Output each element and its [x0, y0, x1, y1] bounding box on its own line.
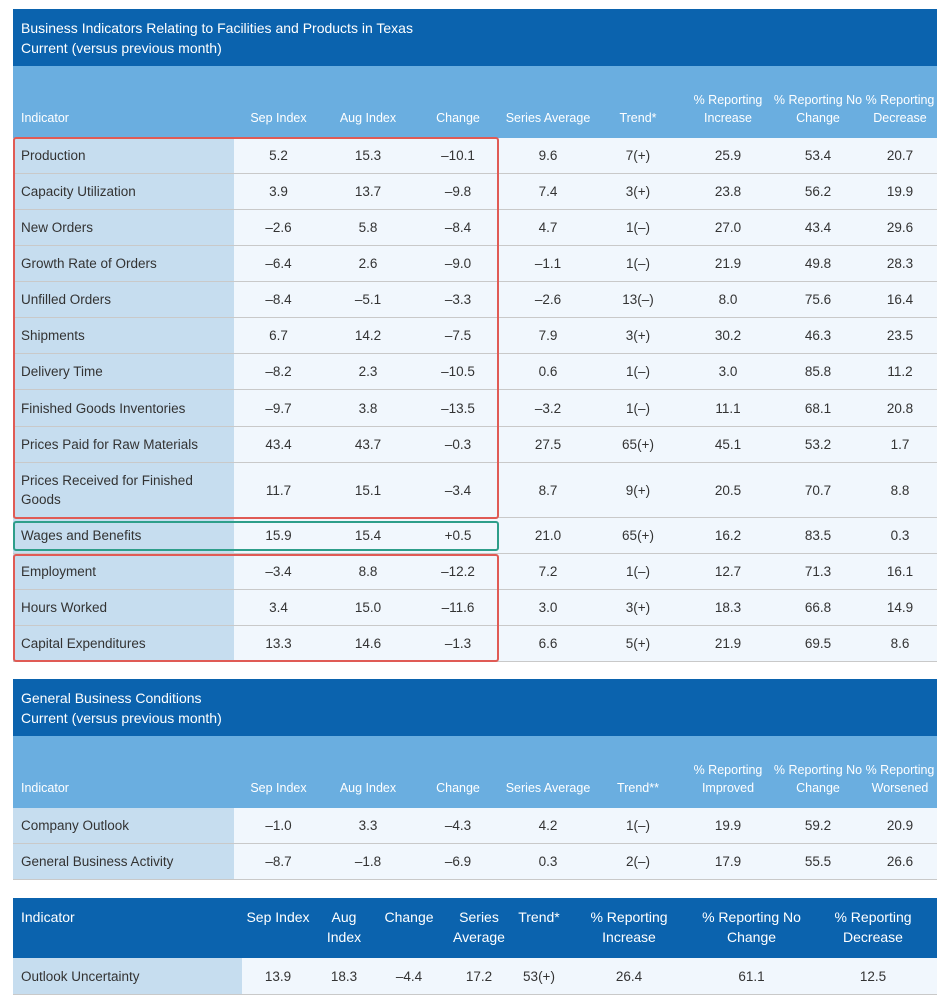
row-value: 3.9 — [269, 184, 288, 199]
row-value: 53(+) — [523, 968, 555, 984]
row-value: –3.4 — [444, 482, 472, 498]
row-value: 14.2 — [354, 328, 382, 343]
row-label: Prices Received for Finished Goods — [13, 463, 234, 517]
table-title: Business Indicators Relating to Facilities and Products in Texas — [21, 20, 413, 36]
row-value: –3.4 — [265, 564, 292, 579]
row-value: 20.9 — [886, 818, 914, 833]
row-value: +0.5 — [444, 528, 472, 543]
row-value: 2.3 — [358, 364, 378, 379]
row-value: 12.5 — [859, 968, 887, 984]
row-value: 16.4 — [886, 292, 914, 307]
row-value: 1(–) — [625, 220, 650, 235]
row-label: Prices Paid for Raw Materials — [13, 427, 234, 462]
row-value: 20.5 — [714, 482, 742, 498]
row-value: 45.1 — [714, 437, 742, 452]
row-value: 23.5 — [886, 328, 914, 343]
row-value: –6.4 — [265, 256, 292, 271]
row-value: 7(+) — [625, 148, 651, 163]
table-row-finished-goods-inventories — [13, 390, 937, 427]
row-label: Wages and Benefits — [13, 518, 234, 553]
row-value: 66.8 — [804, 600, 832, 615]
row-label: Finished Goods Inventories — [13, 390, 234, 426]
general-business-conditions-table — [13, 679, 937, 880]
row-value: 85.8 — [804, 364, 832, 379]
row-label: Company Outlook — [13, 808, 234, 843]
row-label: Shipments — [13, 318, 234, 353]
row-value: 18.3 — [330, 968, 358, 984]
row-value: –13.5 — [441, 400, 475, 416]
row-value: 4.7 — [538, 220, 558, 235]
row-value: 1.7 — [890, 437, 910, 452]
row-label: Delivery Time — [13, 354, 234, 389]
header-pct-increase: % Reporting Increase — [590, 909, 668, 945]
row-label: Outlook Uncertainty — [13, 958, 242, 994]
row-value: 5.8 — [358, 220, 378, 235]
row-value: 11.7 — [265, 482, 292, 498]
row-value: 53.4 — [804, 148, 832, 163]
row-value: –1.3 — [444, 636, 472, 651]
table-row-production — [13, 138, 937, 174]
facilities-products-table — [13, 9, 937, 662]
row-value: 27.5 — [534, 437, 562, 452]
header-change: Change — [436, 781, 480, 795]
row-value: 1(–) — [625, 564, 650, 579]
header-sep-index: Sep Index — [250, 111, 307, 125]
row-value: 55.5 — [804, 854, 832, 869]
row-value: 8.8 — [890, 482, 910, 498]
row-value: –8.4 — [265, 292, 292, 307]
row-value: 71.3 — [804, 564, 832, 579]
table-row-employment — [13, 554, 937, 590]
row-value: 1(–) — [625, 364, 650, 379]
row-label: Capacity Utilization — [13, 174, 234, 209]
row-value: 3.4 — [269, 600, 288, 615]
row-value: –3.2 — [534, 400, 562, 416]
row-value: 18.3 — [714, 600, 742, 615]
table-row-outlook-uncertainty — [13, 958, 937, 995]
row-value: –10.1 — [441, 148, 475, 163]
row-value: 3.0 — [718, 364, 738, 379]
row-value: –1.0 — [265, 818, 292, 833]
row-value: –11.6 — [441, 600, 475, 615]
row-value: 7.9 — [538, 328, 558, 343]
row-label: Capital Expenditures — [13, 626, 234, 661]
row-value: 13(–) — [622, 292, 654, 307]
header-pct-increase: % Reporting Increase — [693, 93, 763, 125]
row-value: 8.0 — [718, 292, 738, 307]
table-row-capacity-utilization — [13, 174, 937, 210]
row-value: 83.5 — [804, 528, 832, 543]
table-body — [13, 958, 937, 995]
row-value: 6.6 — [538, 636, 558, 651]
row-value: –1.1 — [534, 256, 562, 271]
outlook-uncertainty-table — [13, 898, 937, 995]
table-row-capital-expenditures — [13, 626, 937, 662]
row-value: 43.4 — [804, 220, 832, 235]
row-label: Employment — [13, 554, 234, 589]
header-sep-index: Sep Index — [246, 909, 310, 925]
row-value: 14.6 — [354, 636, 382, 651]
row-value: –3.3 — [444, 292, 472, 307]
row-value: –9.7 — [265, 400, 292, 416]
table-row-general-business-activity — [13, 844, 937, 880]
header-aug-index: Aug Index — [339, 781, 397, 795]
row-value: 15.1 — [354, 482, 382, 498]
row-label: New Orders — [13, 210, 234, 245]
row-value: 6.7 — [269, 328, 288, 343]
row-value: –9.8 — [444, 184, 472, 199]
header-change: Change — [384, 909, 434, 925]
header-indicator: Indicator — [21, 781, 69, 795]
table-row-shipments — [13, 318, 937, 354]
table-title-bar — [13, 679, 937, 736]
header-pct-no-change: % Reporting No Change — [773, 93, 863, 125]
row-value: –2.6 — [265, 220, 292, 235]
row-value: 69.5 — [804, 636, 832, 651]
row-value: 1(–) — [625, 256, 650, 271]
row-value: 21.9 — [714, 256, 742, 271]
row-value: 15.0 — [354, 600, 382, 615]
table-subtitle: Current (versus previous month) — [21, 710, 222, 726]
row-label: Production — [13, 138, 234, 173]
row-value: 20.7 — [886, 148, 914, 163]
row-value: 65(+) — [622, 528, 654, 543]
row-value: –8.7 — [265, 854, 292, 869]
header-change: Change — [436, 111, 480, 125]
header-pct-decrease: % Reporting Decrease — [865, 93, 935, 125]
row-value: 3.8 — [358, 400, 378, 416]
header-pct-improved: % Reporting Improved — [693, 763, 763, 795]
row-value: 14.9 — [886, 600, 914, 615]
table-title: General Business Conditions — [21, 690, 202, 706]
row-value: –1.8 — [354, 854, 382, 869]
row-value: 0.3 — [538, 854, 558, 869]
table-row-delivery-time — [13, 354, 937, 390]
header-trend: Trend* — [619, 111, 657, 125]
table-row-company-outlook — [13, 808, 937, 844]
table-row-wages-and-benefits — [13, 518, 937, 554]
row-value: 17.2 — [465, 968, 493, 984]
row-value: –2.6 — [534, 292, 562, 307]
header-pct-no-change: % Reporting No Change — [773, 763, 863, 795]
row-value: 9.6 — [538, 148, 558, 163]
row-value: –7.5 — [444, 328, 472, 343]
row-value: 23.8 — [714, 184, 742, 199]
row-value: 16.2 — [714, 528, 742, 543]
row-value: –4.3 — [444, 818, 472, 833]
row-value: 13.7 — [354, 184, 382, 199]
row-value: –5.1 — [354, 292, 382, 307]
row-value: 75.6 — [804, 292, 832, 307]
row-value: 19.9 — [886, 184, 914, 199]
row-value: 1(–) — [625, 400, 650, 416]
header-trend: Trend** — [617, 781, 659, 795]
table-title-bar — [13, 9, 937, 66]
row-value: –9.0 — [444, 256, 472, 271]
row-value: –0.3 — [444, 437, 472, 452]
row-value: 15.3 — [354, 148, 382, 163]
row-value: 9(+) — [625, 482, 651, 498]
row-value: 8.7 — [538, 482, 558, 498]
table-header-row — [13, 736, 937, 808]
table-row-hours-worked — [13, 590, 937, 626]
row-value: –10.5 — [441, 364, 475, 379]
row-value: 16.1 — [886, 564, 914, 579]
row-value: –8.2 — [265, 364, 292, 379]
row-value: –6.9 — [444, 854, 472, 869]
row-value: 3(+) — [625, 600, 651, 615]
table-subtitle: Current (versus previous month) — [21, 40, 222, 56]
row-value: 0.3 — [890, 528, 910, 543]
row-value: 15.9 — [265, 528, 292, 543]
row-value: 46.3 — [804, 328, 832, 343]
row-label: Unfilled Orders — [13, 282, 234, 317]
row-value: 0.6 — [538, 364, 558, 379]
row-value: 28.3 — [886, 256, 914, 271]
row-label: Hours Worked — [13, 590, 234, 625]
row-value: 11.2 — [887, 364, 913, 379]
row-value: 43.4 — [265, 437, 292, 452]
row-value: 3(+) — [625, 328, 651, 343]
row-value: 15.4 — [354, 528, 382, 543]
row-value: 26.6 — [886, 854, 914, 869]
header-pct-decrease: % Reporting Decrease — [834, 909, 912, 945]
row-value: 4.2 — [538, 818, 558, 833]
row-value: 61.1 — [738, 968, 765, 984]
table-header-row — [13, 66, 937, 138]
table-body — [13, 138, 937, 662]
header-series-average: Series Average — [505, 111, 591, 125]
row-value: 30.2 — [714, 328, 742, 343]
header-aug-index: Aug Index — [326, 909, 362, 945]
header-aug-index: Aug Index — [339, 111, 397, 125]
row-value: 20.8 — [886, 400, 914, 416]
row-value: 5(+) — [625, 636, 651, 651]
row-value: 12.7 — [714, 564, 742, 579]
row-value: 13.9 — [264, 968, 292, 984]
row-value: 56.2 — [804, 184, 832, 199]
row-value: 3.0 — [538, 600, 558, 615]
table-row-prices-received-for-finished-goods — [13, 463, 937, 518]
row-value: 3.3 — [358, 818, 378, 833]
row-value: 53.2 — [804, 437, 832, 452]
header-indicator: Indicator — [21, 909, 75, 925]
row-value: 49.8 — [804, 256, 832, 271]
header-pct-worsened: % Reporting Worsened — [865, 763, 935, 795]
row-value: 21.9 — [714, 636, 742, 651]
row-value: 59.2 — [804, 818, 832, 833]
row-value: 26.4 — [615, 968, 643, 984]
header-indicator: Indicator — [21, 111, 69, 125]
row-value: 65(+) — [622, 437, 654, 452]
row-value: 8.6 — [890, 636, 910, 651]
table-row-new-orders — [13, 210, 937, 246]
header-pct-no-change: % Reporting No Change — [702, 909, 801, 945]
table-header-row — [13, 898, 937, 958]
row-value: 5.2 — [269, 148, 288, 163]
row-value: 27.0 — [714, 220, 742, 235]
header-series-average: Series Average — [453, 909, 505, 945]
header-sep-index: Sep Index — [250, 781, 307, 795]
row-value: 29.6 — [886, 220, 914, 235]
row-value: 1(–) — [625, 818, 650, 833]
row-value: 25.9 — [714, 148, 742, 163]
row-value: 2(–) — [625, 854, 650, 869]
row-label: General Business Activity — [13, 844, 234, 879]
row-value: 7.4 — [538, 184, 558, 199]
table-row-growth-rate-of-orders — [13, 246, 937, 282]
row-value: 19.9 — [714, 818, 742, 833]
row-value: 17.9 — [714, 854, 742, 869]
row-value: 11.1 — [715, 400, 741, 416]
row-value: –4.4 — [395, 968, 423, 984]
header-series-average: Series Average — [505, 781, 591, 795]
row-value: 8.8 — [358, 564, 378, 579]
row-value: 7.2 — [538, 564, 558, 579]
row-value: 43.7 — [354, 437, 382, 452]
table-row-unfilled-orders — [13, 282, 937, 318]
header-trend: Trend* — [518, 909, 560, 925]
row-value: 68.1 — [804, 400, 832, 416]
row-value: 21.0 — [534, 528, 562, 543]
row-value: 2.6 — [358, 256, 378, 271]
table-row-prices-paid-for-raw-materials — [13, 427, 937, 463]
row-value: –12.2 — [441, 564, 475, 579]
row-value: –8.4 — [444, 220, 472, 235]
row-value: 13.3 — [265, 636, 292, 651]
row-value: 3(+) — [625, 184, 651, 199]
row-value: 70.7 — [804, 482, 832, 498]
table-body — [13, 808, 937, 880]
row-label: Growth Rate of Orders — [13, 246, 234, 281]
